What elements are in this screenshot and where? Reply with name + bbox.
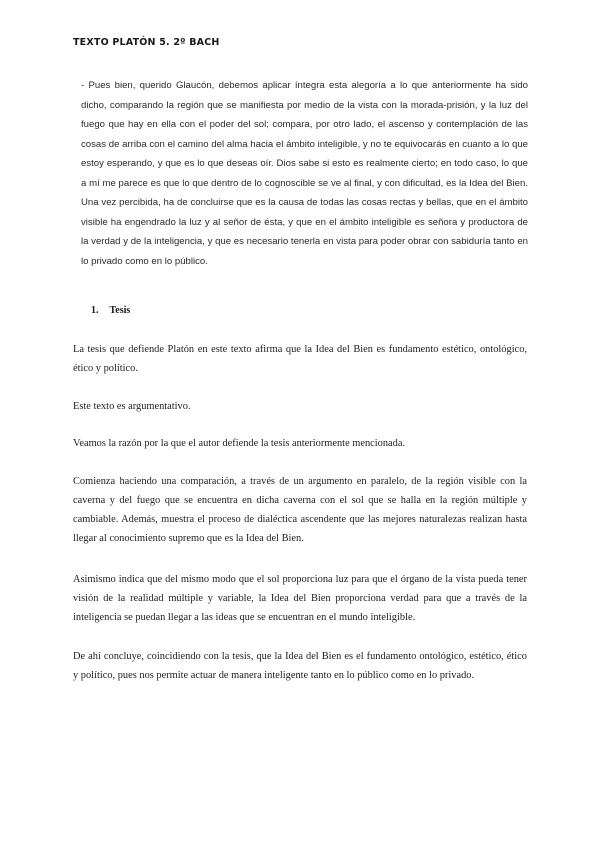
- section-title: Tesis: [109, 305, 131, 316]
- paragraph-thesis: La tesis que defiende Platón en este texto afirma que la Idea del Bien es fundamento estético, ontológico, ético y político.: [73, 344, 527, 374]
- paragraph-sun-analogy: Asimismo indica que del mismo modo que el sol proporciona luz para que el órgano de la vista pueda tener visión de la realidad múltiple y variable, la Idea del Bien proporciona verdad para que a través de la inteligencia se puedan llegar a las ideas que se encuentran en el mundo inteligible.: [73, 574, 527, 623]
- paragraph-text-type: Este texto es argumentativo.: [73, 401, 191, 412]
- section-heading-tesis: [91, 305, 130, 316]
- paragraph-conclusion: De ahí concluye, coincidiendo con la tesis, que la Idea del Bien es el fundamento ontológico, estético, ético y político, pues nos permite actuar de manera inteligente tanto en lo público como en lo privado.: [73, 651, 527, 681]
- document-title: TEXTO PLATÓN 5. 2º BACH: [73, 37, 220, 48]
- section-number: 1.: [91, 305, 99, 316]
- paragraph-intro-reason: Veamos la razón por la que el autor defiende la tesis anteriormente mencionada.: [73, 438, 406, 449]
- plato-quote: - Pues bien, querido Glaucón, debemos aplicar íntegra esta alegoría a lo que anteriormente ha sido dicho, comparando la región que se manifiesta por medio de la vista con la morada-prisión, y la luz del fuego que hay en ella con el poder del sol; compara, por otro lado, el ascenso y contemplación de las cosas de arriba con el camino del alma hacia el ámbito inteligible, y no te equivocarás en cuanto a lo que estoy esperando, y que es lo que deseas oír. Dios sabe si esto es realmente cierto; en todo caso, lo que a mí me parece es que lo que dentro de lo cognoscible se ve al final, y con dificultad, es la Idea del Bien. Una vez percibida, ha de concluirse que es la causa de todas las cosas rectas y bellas, que en el ámbito visible ha engendrado la luz y al señor de ésta, y que en el ámbito inteligible es señora y productora de la verdad y de la inteligencia, y que es necesario tenerla en vista para poder obrar con sabiduría tanto en lo privado como en lo público.: [81, 80, 528, 267]
- paragraph-comparison: Comienza haciendo una comparación, a través de un argumento en paralelo, de la región visible con la caverna y del fuego que se encuentra en dicha caverna con el sol que se halla en la región múltiple y cambiable. Además, muestra el proceso de dialéctica ascendente que las mejores naturalezas realizan hasta llegar al conocimiento supremo que es la Idea del Bien.: [73, 476, 527, 544]
